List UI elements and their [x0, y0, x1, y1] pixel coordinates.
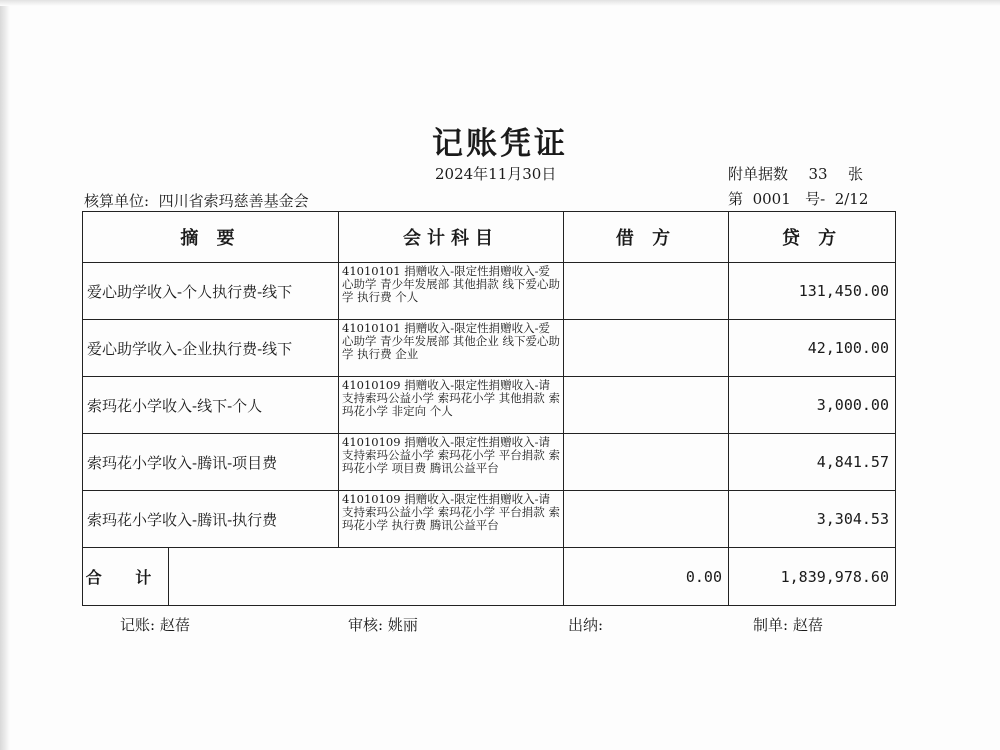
total-row — [83, 548, 896, 606]
footer-cashier: 出纳: — [568, 616, 604, 634]
accounting-unit-name: 四川省索玛慈善基金会 — [158, 192, 309, 210]
row-credit: 4,841.57 — [729, 434, 896, 491]
voucher-prefix: 第 — [728, 190, 744, 208]
scan-edge-left — [0, 0, 10, 750]
row-account: 41010109 捐赠收入-限定性捐赠收入-请支持索玛公益小学 索玛花小学 平台捐款 索玛花小学 执行费 腾讯公益平台 — [339, 491, 564, 548]
table-row — [83, 377, 896, 434]
total-label: 合 计 — [83, 548, 169, 606]
total-blank — [169, 548, 564, 606]
row-debit — [564, 491, 729, 548]
header-account: 会计科目 — [339, 212, 564, 263]
row-credit: 3,304.53 — [729, 491, 896, 548]
row-summary: 索玛花小学收入-线下-个人 — [83, 377, 339, 434]
row-credit: 3,000.00 — [729, 377, 896, 434]
total-credit: 1,839,978.60 — [729, 548, 896, 606]
table-row — [83, 320, 896, 377]
attachment-count — [728, 163, 863, 184]
voucher-page: 2/12 — [834, 190, 869, 208]
header-credit: 贷 方 — [729, 212, 896, 263]
attachment-number: 33 — [808, 165, 828, 183]
voucher-number — [728, 188, 868, 209]
row-debit — [564, 377, 729, 434]
row-debit — [564, 434, 729, 491]
voucher-date: 2024年11月30日 — [435, 165, 557, 183]
row-summary: 爱心助学收入-企业执行费-线下 — [83, 320, 339, 377]
accounting-unit-label: 核算单位: — [84, 192, 150, 210]
accounting-unit — [84, 190, 309, 211]
footer-preparer: 制单: 赵蓓 — [753, 616, 823, 634]
attachment-label: 附单据数 — [728, 165, 789, 183]
header-row — [83, 212, 896, 263]
table-row — [83, 263, 896, 320]
header-summary: 摘 要 — [83, 212, 339, 263]
row-debit — [564, 263, 729, 320]
row-account: 41010101 捐赠收入-限定性捐赠收入-爱心助学 青少年发展部 其他企业 线下爱心助学 执行费 企业 — [339, 320, 564, 377]
header-debit: 借 方 — [564, 212, 729, 263]
row-account: 41010109 捐赠收入-限定性捐赠收入-请支持索玛公益小学 索玛花小学 平台捐款 索玛花小学 项目费 腾讯公益平台 — [339, 434, 564, 491]
table-row — [83, 434, 896, 491]
scan-edge-top — [0, 0, 1000, 6]
row-summary: 索玛花小学收入-腾讯-项目费 — [83, 434, 339, 491]
voucher-mid: 号- — [805, 190, 826, 208]
row-summary: 索玛花小学收入-腾讯-执行费 — [83, 491, 339, 548]
footer-bookkeeper: 记账: 赵蓓 — [120, 616, 190, 634]
row-account: 41010101 捐赠收入-限定性捐赠收入-爱心助学 青少年发展部 其他捐款 线下爱心助学 执行费 个人 — [339, 263, 564, 320]
row-credit: 42,100.00 — [729, 320, 896, 377]
row-debit — [564, 320, 729, 377]
voucher-title: 记账凭证 — [432, 126, 568, 162]
voucher-number-value: 0001 — [752, 190, 791, 208]
row-account: 41010109 捐赠收入-限定性捐赠收入-请支持索玛公益小学 索玛花小学 其他捐款 索玛花小学 非定向 个人 — [339, 377, 564, 434]
ledger-table — [82, 211, 896, 606]
footer-reviewer: 审核: 姚丽 — [348, 616, 418, 634]
table-row — [83, 491, 896, 548]
total-debit: 0.00 — [564, 548, 729, 606]
attachment-unit: 张 — [848, 165, 864, 183]
row-credit: 131,450.00 — [729, 263, 896, 320]
row-summary: 爱心助学收入-个人执行费-线下 — [83, 263, 339, 320]
